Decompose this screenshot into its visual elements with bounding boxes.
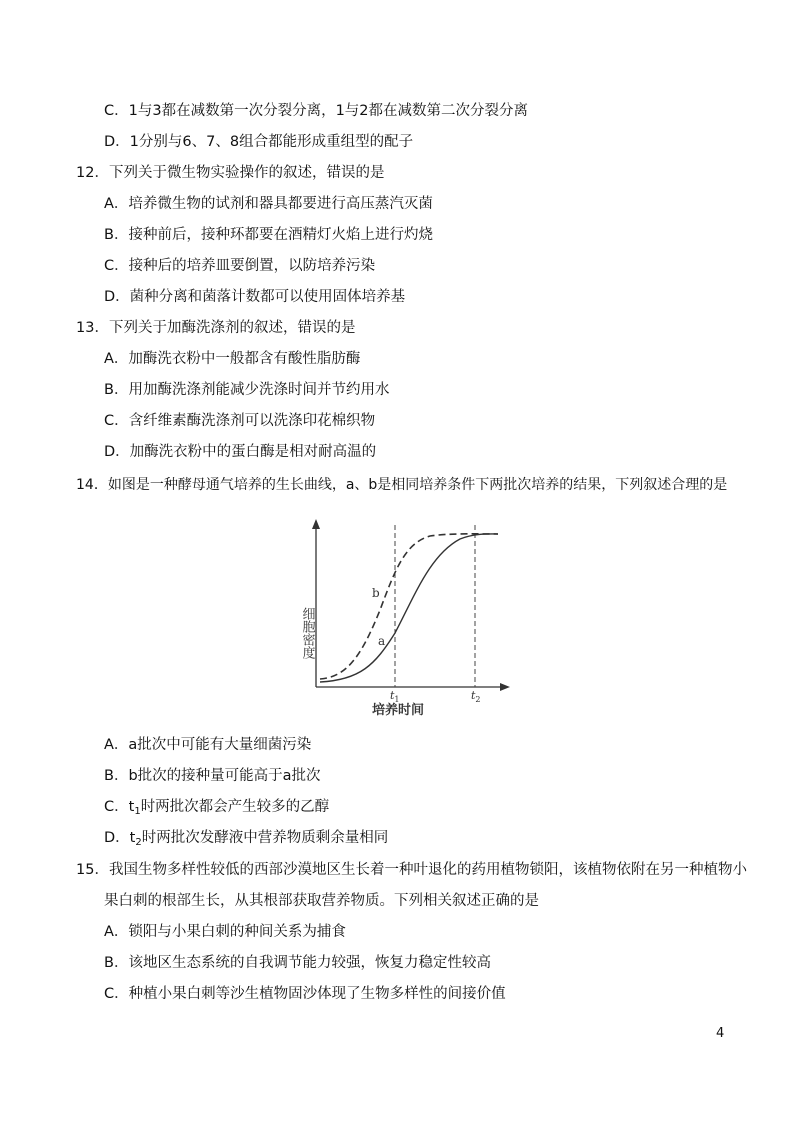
y-axis-label: 细胞密度	[300, 607, 315, 659]
x-axis-arrow	[500, 683, 510, 691]
option-13d: D．加酶洗衣粉中的蛋白酶是相对耐高温的	[104, 444, 377, 460]
option-15a: A．锁阳与小果白刺的种间关系为捕食	[104, 924, 346, 940]
option-12a: A．培养微生物的试剂和器具都要进行高压蒸汽灭菌	[104, 196, 433, 212]
option-12c: C．接种后的培养皿要倒置，以防培养污染	[104, 258, 376, 274]
option-14a: A．a批次中可能有大量细菌污染	[104, 737, 312, 753]
option-13a: A．加酶洗衣粉中一般都含有酸性脂肪酶	[104, 351, 361, 367]
option-14b: B．b批次的接种量可能高于a批次	[104, 768, 321, 784]
x-axis-label: 培养时间	[372, 703, 425, 718]
option-15c: C．种植小果白刺等沙生植物固沙体现了生物多样性的间接价值	[104, 986, 506, 1002]
option-13b: B．用加酶洗涤剂能减少洗涤时间并节约用水	[104, 382, 390, 398]
option-12b: B．接种前后，接种环都要在酒精灯火焰上进行灼烧	[104, 227, 433, 243]
option-14d: D．$t_2$时两批次发酵液中营养物质剩余量相同	[104, 830, 389, 848]
curve-a	[320, 534, 498, 682]
question-15-line1: 15．我国生物多样性较低的西部沙漠地区生长着一种叶退化的药用植物锁阳，该植物依附在另一种植物小	[76, 862, 747, 878]
t2-label: $t_2$	[471, 689, 481, 704]
question-14: 14．如图是一种酵母通气培养的生长曲线，a、b是相同培养条件下两批次培养的结果，下列叙述合理的是	[76, 477, 728, 493]
option-12d: D．菌种分离和菌落计数都可以使用固体培养基	[104, 289, 406, 305]
t1-label: $t_1$	[390, 689, 400, 704]
y-axis-arrow	[312, 519, 320, 529]
curve-b-label: b	[372, 586, 380, 600]
question-15-line2: 果白刺的根部生长，从其根部获取营养物质。下列相关叙述正确的是	[104, 893, 539, 909]
page-number: 4	[716, 1026, 725, 1041]
option-13c: C．含纤维素酶洗涤剂可以洗涤印花棉织物	[104, 413, 376, 429]
option-11c: C．1与3都在减数第一次分裂分离，1与2都在减数第二次分裂分离	[104, 103, 529, 119]
growth-curve-figure	[300, 515, 520, 720]
curve-a-label: a	[378, 634, 386, 648]
option-15b: B．该地区生态系统的自我调节能力较强，恢复力稳定性较高	[104, 955, 491, 971]
question-12: 12．下列关于微生物实验操作的叙述，错误的是	[76, 165, 385, 181]
option-14c: C．$t_1$时两批次都会产生较多的乙醇	[104, 799, 330, 817]
option-11d: D．1分别与6、7、8组合都能形成重组型的配子	[104, 134, 414, 150]
question-13: 13．下列关于加酶洗涤剂的叙述，错误的是	[76, 320, 356, 336]
